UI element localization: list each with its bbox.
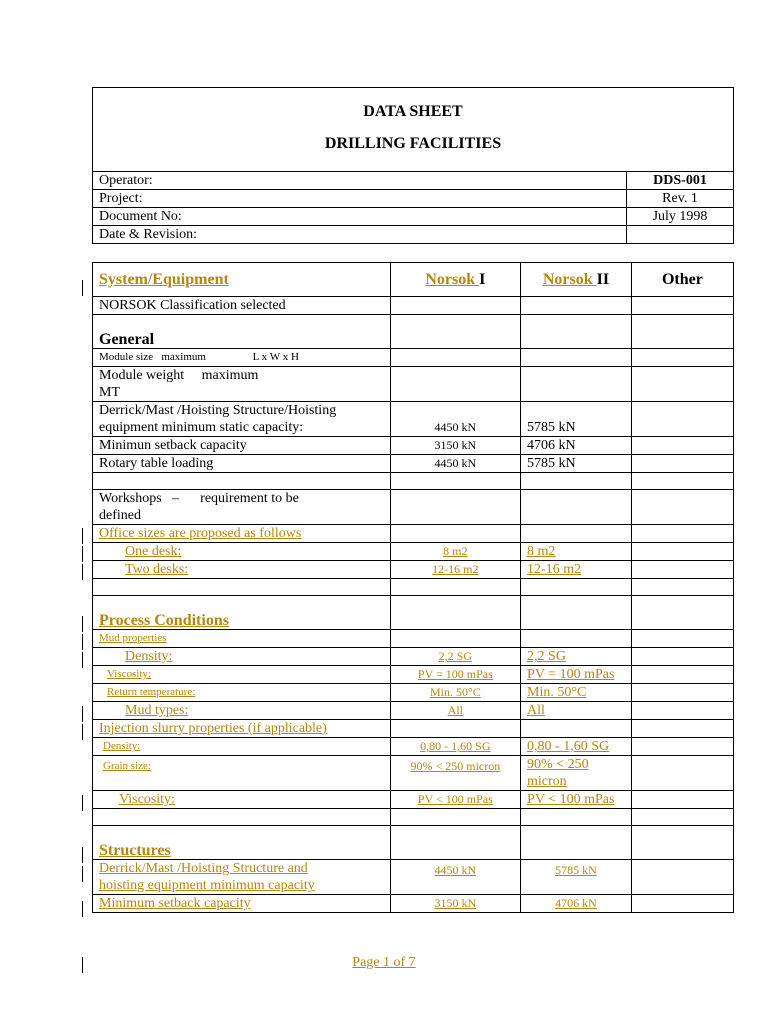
table-row: Rotary table loading 4450 kN 5785 kN — [93, 455, 734, 473]
table-row: Module size maximum L x W x H — [93, 349, 734, 367]
change-bar — [82, 706, 83, 722]
doc-title: DATA SHEET — [363, 103, 463, 120]
meta-row — [93, 226, 733, 244]
meta-row — [93, 172, 733, 190]
table-row: Workshops – requirement to be defined — [93, 490, 734, 525]
meta-label: Date & Revision: — [93, 226, 627, 244]
table-row: Office sizes are proposed as follows — [93, 525, 734, 543]
table-row: One desk: 8 m2 8 m2 — [93, 543, 734, 561]
change-bar — [82, 564, 83, 580]
table-row: Viscosity: PV < 100 mPas PV < 100 mPas — [93, 791, 734, 809]
meta-label: Project: — [93, 190, 627, 208]
table-row: Minimun setback capacity 3150 kN 4706 kN — [93, 437, 734, 455]
table-row — [93, 473, 734, 490]
table-row: Grain size: 90% < 250 micron 90% < 250 micron — [93, 756, 734, 791]
table-row — [93, 809, 734, 826]
table-row — [93, 315, 734, 349]
change-bar — [82, 280, 83, 296]
datasheet-header — [92, 87, 734, 244]
table-row: Mud properties — [93, 630, 734, 648]
change-bar — [82, 866, 83, 882]
col-header-system: System/Equipment — [93, 263, 391, 297]
equipment-table — [92, 262, 734, 913]
change-bar — [82, 652, 83, 668]
col-header-other: Other — [631, 263, 733, 297]
table-row: Density: 0,80 - 1,60 SG 0,80 - 1,60 SG — [93, 738, 734, 756]
section-structures: Structures — [93, 826, 391, 860]
table-row: Return temperature: Min. 50°C Min. 50°C — [93, 684, 734, 702]
table-row: Derrick/Mast /Hoisting Structure and hoisting equipment minimum capacity 4450 kN 5785 kN — [93, 860, 734, 895]
table-row: Viscosity: PV = 100 mPas PV = 100 mPas — [93, 666, 734, 684]
meta-value: DDS-001 — [627, 172, 734, 190]
col-header-norsok2: Norsok II — [521, 263, 632, 297]
change-bar — [82, 616, 83, 632]
meta-value: Rev. 1 — [627, 190, 734, 208]
change-bar — [82, 901, 83, 917]
table-row: Derrick/Mast /Hoisting Structure/Hoisting equipment minimum static capacity: 4450 kN 5785 kN — [93, 402, 734, 437]
table-row: Minimum setback capacity 3150 kN 4706 kN — [93, 895, 734, 913]
change-bar — [82, 795, 83, 811]
col-header-norsok1: Norsok I — [390, 263, 520, 297]
table-row — [93, 579, 734, 596]
meta-label: Document No: — [93, 208, 627, 226]
section-general: General — [93, 315, 391, 349]
meta-table — [93, 172, 733, 243]
table-row: Module weight maximum MT — [93, 367, 734, 402]
change-bar — [82, 724, 83, 740]
page-number: Page 1 of 7 — [352, 955, 416, 970]
table-row — [93, 596, 734, 630]
table-row: NORSOK Classification selected — [93, 297, 734, 315]
change-bar — [82, 847, 83, 863]
table-row: Density: 2,2 SG 2,2 SG — [93, 648, 734, 666]
table-header-row — [93, 263, 734, 297]
table-row: Mud types: All All — [93, 702, 734, 720]
doc-subtitle: DRILLING FACILITIES — [324, 135, 502, 152]
title-block — [93, 88, 733, 172]
meta-label: Operator: — [99, 173, 153, 188]
table-row — [93, 826, 734, 860]
meta-row — [93, 208, 733, 226]
table-row: Injection slurry properties (if applicable) — [93, 720, 734, 738]
meta-row — [93, 190, 733, 208]
change-bar — [82, 528, 83, 544]
change-bar — [82, 634, 83, 650]
meta-value — [627, 226, 734, 244]
meta-value: July 1998 — [627, 208, 734, 226]
section-process: Process Conditions — [93, 596, 391, 630]
change-bar — [82, 546, 83, 562]
table-row: Two desks: 12-16 m2 12-16 m2 — [93, 561, 734, 579]
